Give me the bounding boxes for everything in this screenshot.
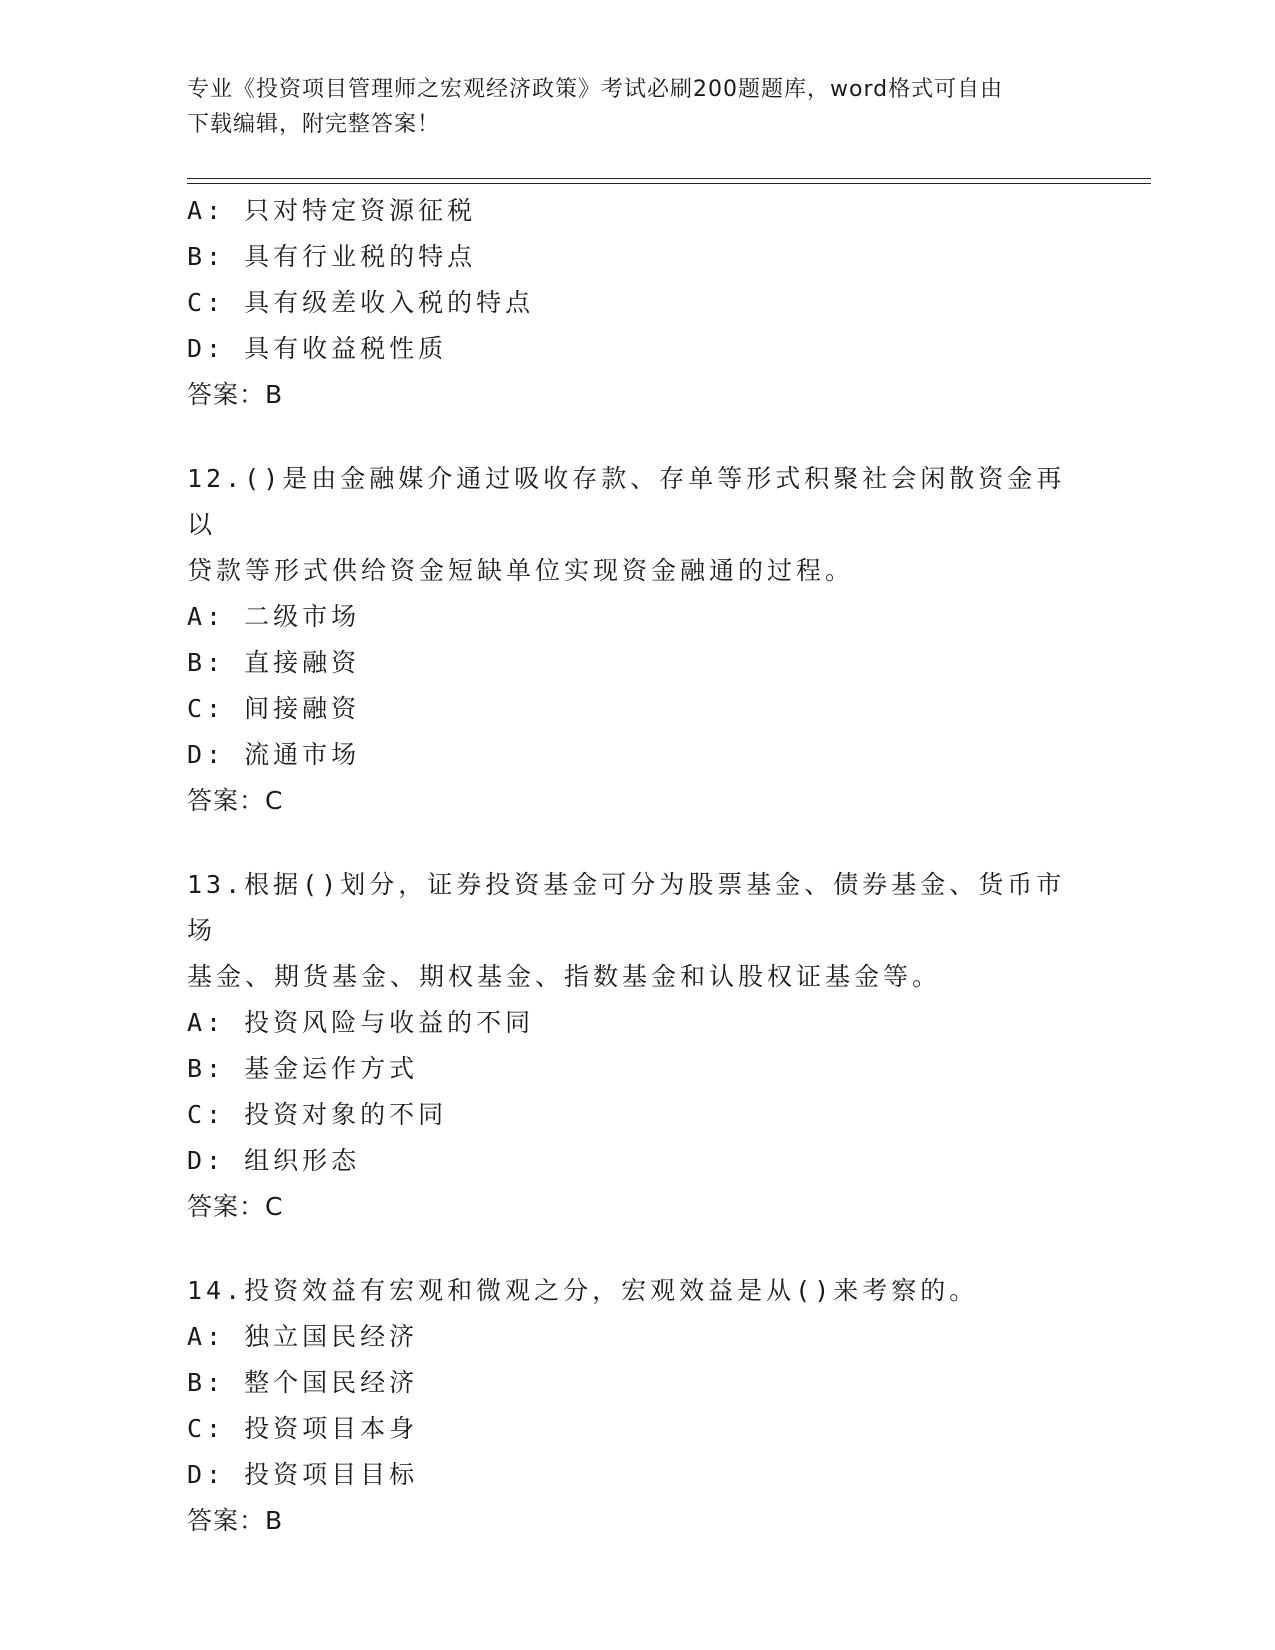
option-d: D: 流通市场	[187, 740, 361, 769]
option-c: C: 具有级差收入税的特点	[187, 288, 535, 317]
option-c: C: 投资对象的不同	[187, 1100, 448, 1129]
header-line-2: 下载编辑，附完整答案！	[187, 112, 441, 137]
document-header	[187, 72, 1067, 142]
option-b: B: 具有行业税的特点	[187, 242, 477, 271]
option-a: A: 只对特定资源征税	[187, 196, 477, 225]
option-d: D: 具有收益税性质	[187, 334, 448, 363]
question-stem	[187, 862, 1067, 1000]
question-stem-line-2: 基金、期货基金、期权基金、指数基金和认股权证基金等。	[187, 962, 942, 991]
option-a: A: 二级市场	[187, 602, 361, 631]
question-stem-line-1: 13.根据()划分，证券投资基金可分为股票基金、债券基金、货币市场	[187, 870, 1066, 945]
option-b: B: 直接融资	[187, 648, 361, 677]
answer: 答案：B	[187, 380, 284, 409]
question-stem-line-2: 贷款等形式供给资金短缺单位实现资金融通的过程。	[187, 556, 855, 585]
question-stem-line-1: 14.投资效益有宏观和微观之分，宏观效益是从()来考察的。	[187, 1276, 979, 1305]
question-stem-line-1: 12.()是由金融媒介通过吸收存款、存单等形式积聚社会闲散资金再以	[187, 464, 1066, 539]
option-a: A: 投资风险与收益的不同	[187, 1008, 535, 1037]
option-b: B: 整个国民经济	[187, 1368, 419, 1397]
answer: 答案：C	[187, 786, 284, 815]
option-a: A: 独立国民经济	[187, 1322, 419, 1351]
option-c: C: 间接融资	[187, 694, 361, 723]
option-d: D: 投资项目目标	[187, 1460, 419, 1489]
question-11	[187, 188, 1087, 418]
answer: 答案：B	[187, 1506, 284, 1535]
question-12	[187, 456, 1087, 824]
question-14	[187, 1268, 1087, 1544]
option-c: C: 投资项目本身	[187, 1414, 419, 1443]
header-divider-top	[187, 178, 1151, 179]
question-content	[187, 188, 1087, 1544]
header-line-1: 专业《投资项目管理师之宏观经济政策》考试必刷200题题库，word格式可自由	[187, 77, 1004, 102]
question-13	[187, 862, 1087, 1230]
question-stem	[187, 1268, 1067, 1314]
question-stem	[187, 456, 1067, 594]
header-divider-bottom	[187, 183, 1151, 184]
option-b: B: 基金运作方式	[187, 1054, 419, 1083]
answer: 答案：C	[187, 1192, 284, 1221]
option-d: D: 组织形态	[187, 1146, 361, 1175]
